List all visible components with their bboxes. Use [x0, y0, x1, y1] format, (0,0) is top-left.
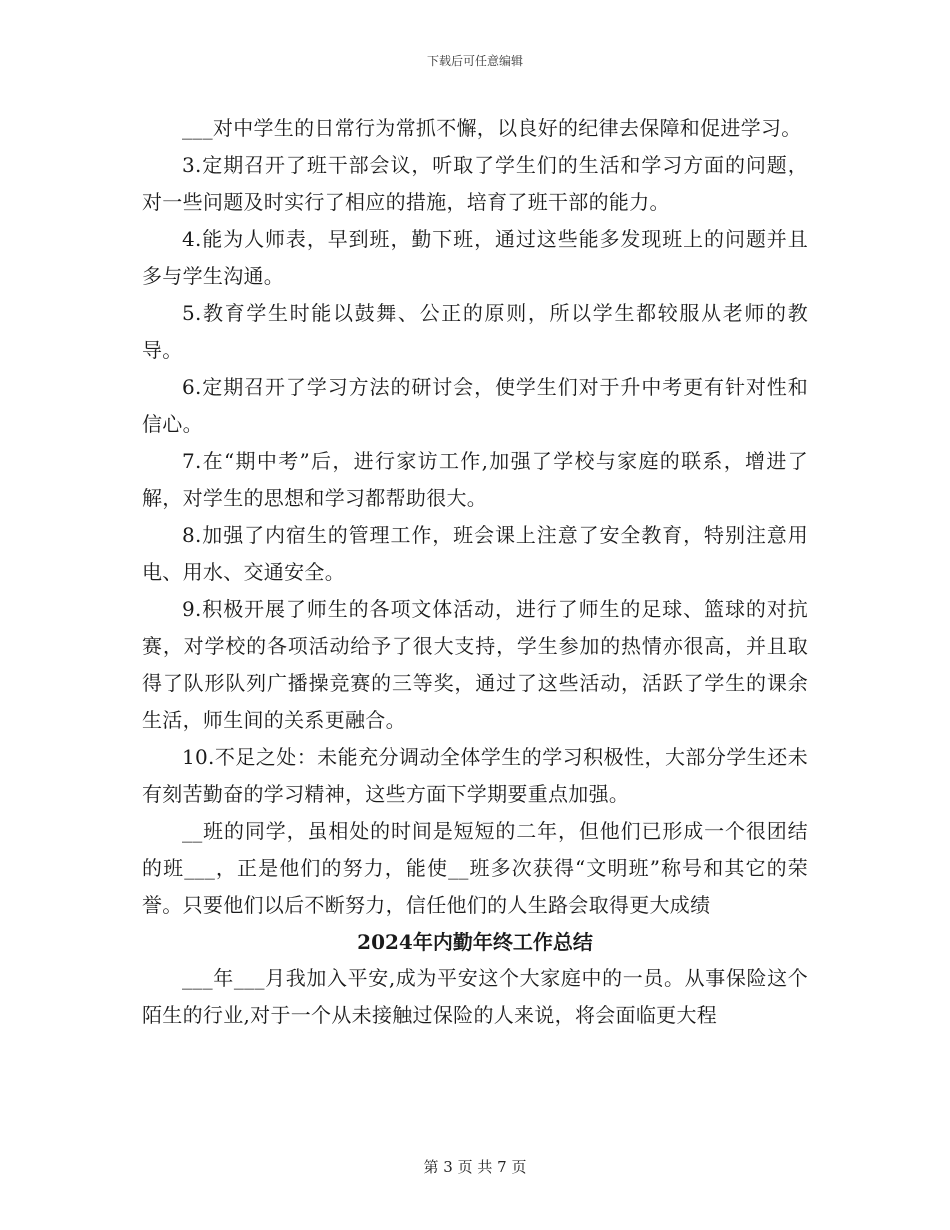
page-number: 第 3 页 共 7 页 — [423, 1158, 527, 1176]
paragraph-item-8: 8.加强了内宿生的管理工作，班会课上注意了安全教育，特别注意用电、用水、交通安全。 — [142, 523, 808, 584]
paragraph-item-6: 6.定期召开了学习方法的研讨会，使学生们对于升中考更有针对性和信心。 — [142, 375, 808, 436]
paragraph-item-10: 10.不足之处：未能充分调动全体学生的学习积极性，大部分学生还未有刻苦勤奋的学习精神，这些方面下学期要重点加强。 — [142, 745, 808, 806]
paragraph-item-3: 3.定期召开了班干部会议，听取了学生们的生活和学习方面的问题，对一些问题及时实行了相应的措施，培育了班干部的能力。 — [142, 153, 808, 214]
paragraph-discipline: ___对中学生的日常行为常抓不懈，以良好的纪律去保障和促进学习。 — [182, 116, 802, 140]
section-title: 2024年内勤年终工作总结 — [357, 930, 593, 954]
paragraph-class-summary: __班的同学，虽相处的时间是短短的二年，但他们已形成一个很团结的班___，正是他们的努力，能使__班多次获得“文明班”称号和其它的荣誉。只要他们以后不断努力，信任他们的人生路会取得更大成绩 — [142, 819, 808, 917]
document-body — [142, 110, 808, 1034]
paragraph-item-9: 9.积极开展了师生的各项文体活动，进行了师生的足球、篮球的对抗赛，对学校的各项活动给予了很大支持，学生参加的热情亦很高，并且取得了队形队列广播操竞赛的三等奖，通过了这些活动，活跃了学生的课余生活，师生间的关系更融合。 — [142, 597, 808, 732]
paragraph-item-4: 4.能为人师表，早到班，勤下班，通过这些能多发现班上的问题并且多与学生沟通。 — [142, 227, 808, 288]
paragraph-item-7: 7.在“期中考”后，进行家访工作,加强了学校与家庭的联系，增进了解，对学生的思想和学习都帮助很大。 — [142, 449, 808, 510]
section-intro-paragraph: ___年___月我加入平安,成为平安这个大家庭中的一员。从事保险这个陌生的行业,对于一个从未接触过保险的人来说，将会面临更大程 — [142, 966, 808, 1027]
header-note: 下载后可任意编辑 — [426, 54, 523, 68]
paragraph-item-5: 5.教育学生时能以鼓舞、公正的原则，所以学生都较服从老师的教导。 — [142, 301, 808, 362]
